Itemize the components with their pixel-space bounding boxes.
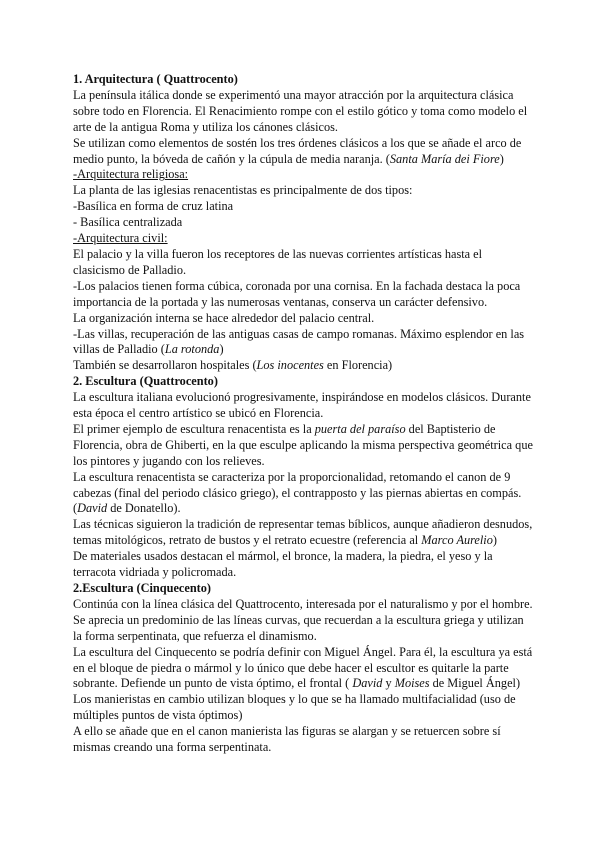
paragraph: El palacio y la villa fueron los receptores de las nuevas corrientes artísticas hasta el clasicismo de Palladio.: [73, 246, 483, 277]
paragraph: -Las villas, recuperación de las antiguas casas de campo romanas. Máximo esplendor en las villas de Palladio (La rotonda): [73, 326, 525, 357]
paragraph: La escultura renacentista se caracteriza por la proporcionalidad, retomando el canon de 9 cabezas (final del periodo clásico griego), el contrapposto y las piernas abiertas en compás. (David de Donatello).: [73, 469, 522, 516]
paragraph: Los manieristas en cambio utilizan bloques y lo que se ha llamado multifacialidad (uso de múltiples puntos de vista óptimos): [73, 692, 516, 723]
subheading-religiosa: -Arquitectura religiosa:: [73, 167, 189, 182]
paragraph: Las técnicas siguieron la tradición de representar temas bíblicos, aunque añadieron desnudos, temas mitológicos, retrato de bustos y el retrato ecuestre (referencia al Marco Aurelio): [73, 517, 533, 548]
section-title-escultura-quattrocento: 2. Escultura (Quattrocento): [73, 374, 218, 389]
paragraph: También se desarrollaron hospitales (Los inocentes en Florencia): [73, 358, 393, 373]
paragraph: El primer ejemplo de escultura renacentista es la puerta del paraíso del Baptisterio de Florencia, obra de Ghiberti, en la que esculpe aplicando la misma perspectiva geométrica que los pintores y jugando con los relieves.: [73, 421, 533, 468]
paragraph: La escultura del Cinquecento se podría definir con Miguel Ángel. Para él, la escultura ya está en el bloque de piedra o mármol y lo único que debe hacer el escultor es quitarle la parte sobrante. Defiende un punto de vista óptimo, el frontal ( David y Moises de Miguel Ángel): [73, 644, 533, 691]
paragraph: A ello se añade que en el canon manierista las figuras se alargan y se retuercen sobre sí mismas creando una forma serpentinata.: [73, 724, 501, 755]
paragraph: De materiales usados destacan el mármol, el bronce, la madera, la piedra, el yeso y la terracota vidriada y policromada.: [73, 549, 493, 580]
paragraph: La organización interna se hace alrededor del palacio central.: [73, 310, 375, 325]
list-item: - Basílica centralizada: [73, 215, 183, 230]
paragraph: La escultura italiana evolucionó progresivamente, inspirándose en modelos clásicos. Durante esta época el centro artístico se ubicó en Florencia.: [73, 390, 531, 421]
section-title-arquitectura: 1. Arquitectura ( Quattrocento): [73, 72, 238, 86]
paragraph: La planta de las iglesias renacentistas es principalmente de dos tipos:: [73, 183, 413, 198]
paragraph: Continúa con la línea clásica del Quattrocento, interesada por el naturalismo y por el hombre. Se aprecia un predominio de las líneas curvas, que recuerdan a la escultura griega y utilizan la forma serpentinata, que refuerza el dinamismo.: [73, 596, 533, 643]
section-title-escultura-cinquecento: 2.Escultura (Cinquecento): [73, 581, 211, 595]
paragraph: La península itálica donde se experimentó una mayor atracción por la arquitectura clásica sobre todo en Florencia. El Renacimiento rompe con el estilo gótico y toma como modelo el arte de la antigua Roma y utiliza los cánones clásicos.: [73, 87, 528, 134]
subheading-civil: -Arquitectura civil:: [73, 231, 168, 246]
list-item: -Basílica en forma de cruz latina: [73, 199, 234, 214]
document-page: [73, 72, 533, 756]
paragraph: -Los palacios tienen forma cúbica, coronada por una cornisa. En la fachada destaca la poca importancia de la portada y las numerosas ventanas, conserva un carácter defensivo.: [73, 278, 521, 309]
paragraph: Se utilizan como elementos de sostén los tres órdenes clásicos a los que se añade el arco de medio punto, la bóveda de cañón y la cúpula de media naranja. (Santa María dei Fiore): [73, 135, 522, 166]
